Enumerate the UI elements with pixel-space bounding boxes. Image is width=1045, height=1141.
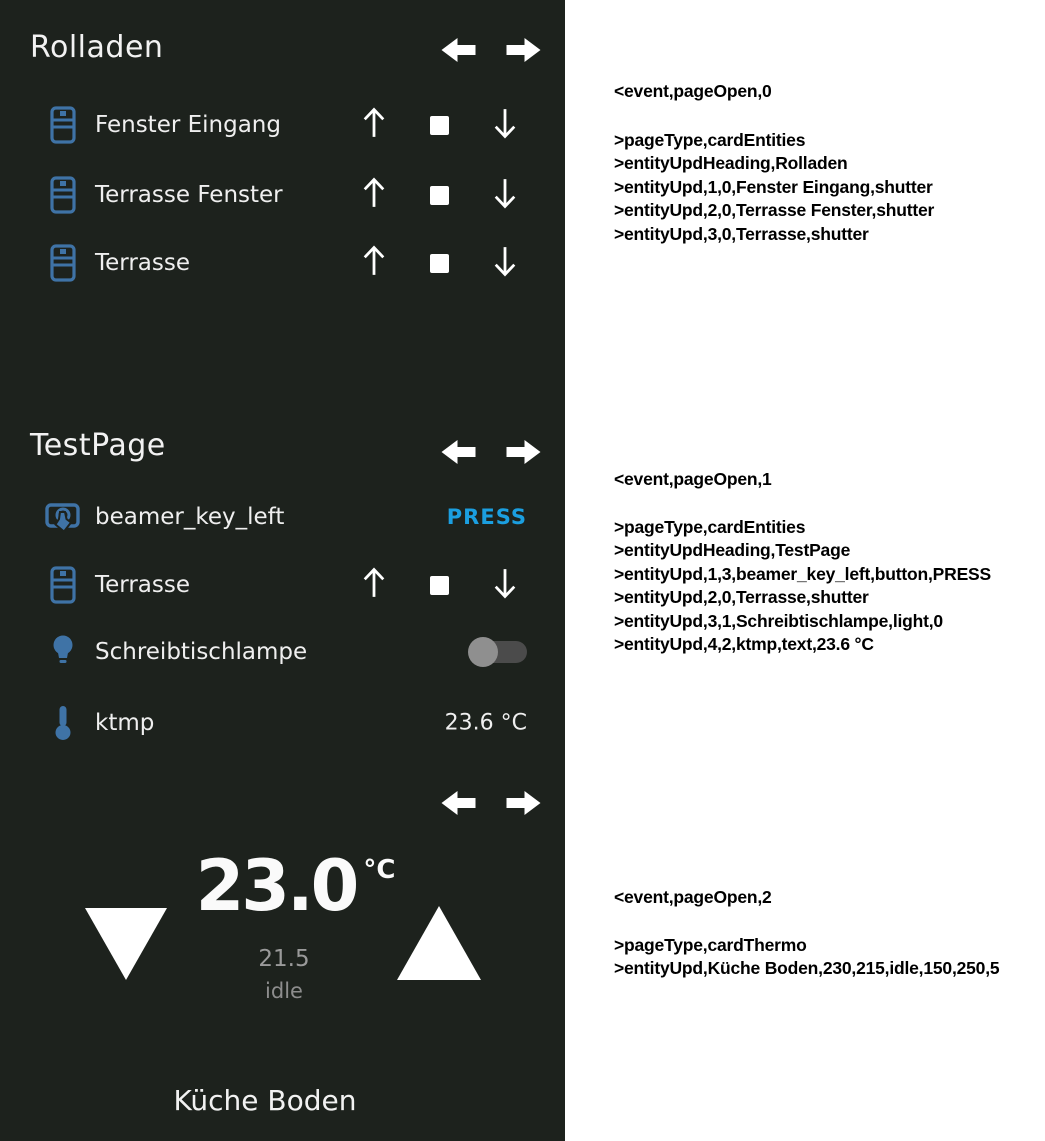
- log-block: [614, 934, 999, 981]
- shutter-down-button[interactable]: [490, 565, 520, 605]
- temperature-value: 23.0: [195, 845, 357, 927]
- temp-increase-button[interactable]: [397, 906, 481, 984]
- prev-page-button[interactable]: [440, 788, 477, 818]
- log-line: >pageType,cardEntities: [614, 517, 806, 537]
- triangle-down-icon: [85, 965, 167, 984]
- arrow-up-icon: [361, 106, 387, 144]
- log-block: [614, 129, 934, 246]
- arrow-left-icon: [440, 452, 477, 471]
- page-title: TestPage: [30, 428, 166, 463]
- entity-row: [0, 482, 565, 552]
- entity-row: [0, 550, 565, 620]
- entity-label: Schreibtischlampe: [95, 639, 308, 665]
- shutter-up-button[interactable]: [359, 243, 389, 283]
- setpoint-value: 21.5: [258, 946, 310, 972]
- next-page-button[interactable]: [505, 788, 542, 818]
- shutter-icon: [44, 244, 82, 282]
- entity-row: [0, 617, 565, 687]
- shutter-up-button[interactable]: [359, 105, 389, 145]
- log-event: <event,pageOpen,2: [614, 887, 772, 907]
- log-block: [614, 516, 991, 656]
- entity-label: Fenster Eingang: [95, 112, 281, 138]
- triangle-up-icon: [397, 965, 481, 984]
- temperature-unit: °C: [363, 855, 396, 885]
- sensor-value: 23.6 °C: [444, 710, 527, 736]
- shutter-stop-button[interactable]: [424, 105, 454, 145]
- shutter-icon: [44, 176, 82, 214]
- log-line: >entityUpd,3,0,Terrasse,shutter: [614, 223, 869, 244]
- stop-icon: [430, 186, 449, 205]
- arrow-down-icon: [492, 106, 518, 144]
- entity-label: Terrasse: [95, 250, 191, 276]
- hvac-state: idle: [265, 979, 303, 1003]
- shutter-stop-button[interactable]: [424, 565, 454, 605]
- shutter-stop-button[interactable]: [424, 175, 454, 215]
- entity-label: Terrasse Fenster: [95, 182, 283, 208]
- light-toggle[interactable]: [468, 637, 527, 667]
- prev-page-button[interactable]: [440, 437, 477, 467]
- arrow-left-icon: [440, 50, 477, 69]
- prev-page-button[interactable]: [440, 35, 477, 65]
- stop-icon: [430, 576, 449, 595]
- light-bulb-icon: [44, 634, 82, 670]
- log-line: >entityUpd,2,0,Terrasse Fenster,shutter: [614, 200, 935, 221]
- entity-label: beamer_key_left: [95, 504, 285, 530]
- arrow-down-icon: [492, 566, 518, 604]
- log-line: >entityUpd,Küche Boden,230,215,idle,150,250,5: [614, 958, 1000, 979]
- shutter-stop-button[interactable]: [424, 243, 454, 283]
- shutter-down-button[interactable]: [490, 243, 520, 283]
- entity-label: Terrasse: [95, 572, 191, 598]
- shutter-icon: [44, 106, 82, 144]
- serial-log: [565, 0, 1045, 1141]
- entity-row: [0, 160, 565, 230]
- arrow-down-icon: [492, 244, 518, 282]
- log-line: >pageType,cardThermo: [614, 935, 807, 955]
- next-page-button[interactable]: [505, 35, 542, 65]
- arrow-left-icon: [440, 803, 477, 822]
- shutter-up-button[interactable]: [359, 565, 389, 605]
- shutter-down-button[interactable]: [490, 105, 520, 145]
- toggle-knob: [468, 637, 498, 667]
- entity-row: [0, 90, 565, 160]
- shutter-down-button[interactable]: [490, 175, 520, 215]
- entity-label: ktmp: [95, 710, 155, 736]
- log-event: <event,pageOpen,1: [614, 469, 772, 489]
- arrow-right-icon: [505, 452, 542, 471]
- arrow-up-icon: [361, 566, 387, 604]
- next-page-button[interactable]: [505, 437, 542, 467]
- arrow-right-icon: [505, 803, 542, 822]
- shutter-icon: [44, 566, 82, 604]
- log-line: >entityUpd,1,0,Fenster Eingang,shutter: [614, 176, 933, 197]
- log-line: >pageType,cardEntities: [614, 130, 806, 150]
- log-line: >entityUpdHeading,Rolladen: [614, 153, 848, 174]
- entity-row: [0, 688, 565, 758]
- temp-decrease-button[interactable]: [85, 908, 167, 984]
- thermometer-icon: [44, 704, 82, 742]
- log-event: <event,pageOpen,0: [614, 81, 772, 101]
- press-button[interactable]: PRESS: [446, 505, 527, 529]
- log-line: >entityUpdHeading,TestPage: [614, 540, 851, 561]
- log-line: >entityUpd,2,0,Terrasse,shutter: [614, 587, 869, 608]
- page-title: Rolladen: [30, 30, 164, 65]
- arrow-down-icon: [492, 176, 518, 214]
- stop-icon: [430, 116, 449, 135]
- touch-button-icon: [44, 499, 82, 535]
- log-line: >entityUpd,3,1,Schreibtischlampe,light,0: [614, 610, 943, 631]
- log-line: >entityUpd,1,3,beamer_key_left,button,PRESS: [614, 563, 991, 584]
- arrow-up-icon: [361, 176, 387, 214]
- arrow-up-icon: [361, 244, 387, 282]
- arrow-right-icon: [505, 50, 542, 69]
- shutter-up-button[interactable]: [359, 175, 389, 215]
- stop-icon: [430, 254, 449, 273]
- entity-row: [0, 228, 565, 298]
- thermostat-title: Küche Boden: [173, 1084, 357, 1117]
- log-line: >entityUpd,4,2,ktmp,text,23.6 °C: [614, 634, 874, 655]
